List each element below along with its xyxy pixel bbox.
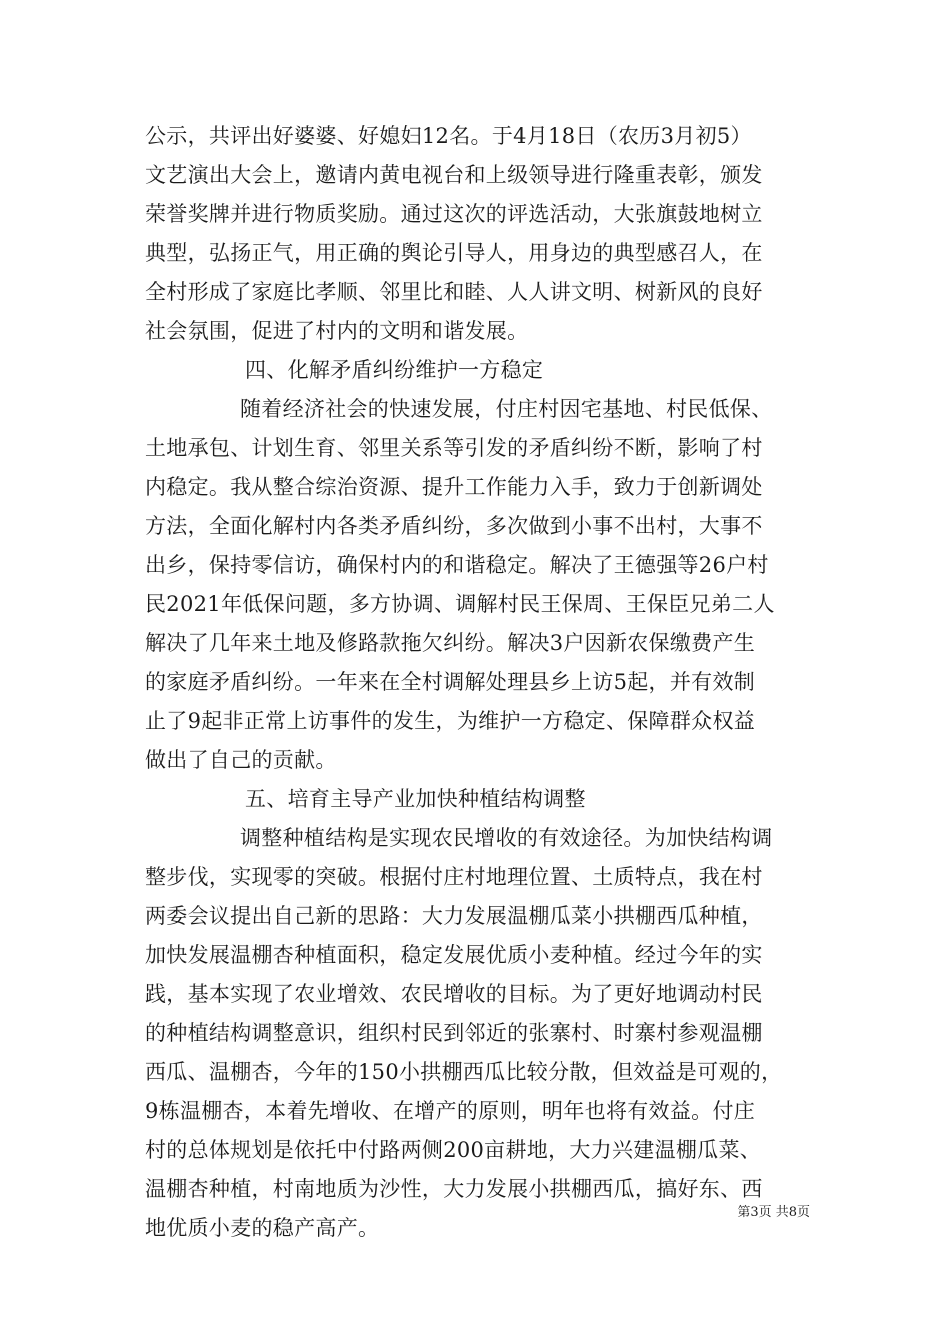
text-line: 止了9起非正常上访事件的发生，为维护一方稳定、保障群众权益 — [145, 709, 756, 733]
text-line: 9栋温棚杏，本着先增收、在增产的原则，明年也将有效益。付庄 — [145, 1099, 756, 1123]
text-line: 内稳定。我从整合综治资源、提升工作能力入手，致力于创新调处 — [145, 475, 763, 499]
text-line: 做出了自己的贡献。 — [145, 748, 337, 772]
text-line: 出乡，保持零信访，确保村内的和谐稳定。解决了王德强等26户村 — [145, 553, 769, 577]
text-line: 地优质小麦的稳产高产。 — [145, 1216, 380, 1240]
text-line: 方法，全面化解村内各类矛盾纠纷，多次做到小事不出村，大事不 — [145, 514, 763, 538]
text-line: 的家庭矛盾纠纷。一年来在全村调解处理县乡上访5起，并有效制 — [145, 670, 756, 694]
text-line: 的种植结构调整意识，组织村民到邻近的张寨村、时寨村参观温棚 — [145, 1021, 763, 1045]
page-number: 第3页 共8页 — [737, 1205, 810, 1220]
text-line: 民2021年低保问题，多方协调、调解村民王保周、王保臣兄弟二人 — [145, 592, 775, 616]
text-line: 践，基本实现了农业增效、农民增收的目标。为了更好地调动村民 — [145, 982, 763, 1006]
section-heading-4: 四、化解矛盾纠纷维护一方稳定 — [245, 358, 544, 382]
text-line: 公示，共评出好婆婆、好媳妇12名。于4月18日（农历3月初5） — [145, 124, 752, 148]
text-line: 荣誉奖牌并进行物质奖励。通过这次的评选活动，大张旗鼓地树立 — [145, 202, 763, 226]
text-line: 土地承包、计划生育、邻里关系等引发的矛盾纠纷不断，影响了村 — [145, 436, 763, 460]
text-line: 文艺演出大会上，邀请内黄电视台和上级领导进行隆重表彰，颁发 — [145, 163, 763, 187]
text-line: 温棚杏种植，村南地质为沙性，大力发展小拱棚西瓜，搞好东、西 — [145, 1177, 763, 1201]
text-line: 全村形成了家庭比孝顺、邻里比和睦、人人讲文明、树新风的良好 — [145, 280, 763, 304]
document-body — [145, 117, 810, 1248]
section-heading-5: 五、培育主导产业加快种植结构调整 — [245, 787, 586, 811]
text-line: 解决了几年来土地及修路款拖欠纠纷。解决3户因新农保缴费产生 — [145, 631, 756, 655]
text-line: 整步伐，实现零的突破。根据付庄村地理位置、土质特点，我在村 — [145, 865, 763, 889]
text-line: 加快发展温棚杏种植面积，稳定发展优质小麦种植。经过今年的实 — [145, 943, 763, 967]
text-line: 典型，弘扬正气，用正确的舆论引导人，用身边的典型感召人，在 — [145, 241, 763, 265]
text-line: 调整种植结构是实现农民增收的有效途径。为加快结构调 — [240, 826, 773, 850]
text-line: 社会氛围，促进了村内的文明和谐发展。 — [145, 319, 529, 343]
text-line: 西瓜、温棚杏，今年的150小拱棚西瓜比较分散，但效益是可观的， — [145, 1060, 783, 1084]
text-line: 两委会议提出自己新的思路：大力发展温棚瓜菜小拱棚西瓜种植， — [145, 904, 763, 928]
paragraph-2 — [145, 390, 810, 780]
paragraph-1 — [145, 117, 810, 351]
paragraph-3 — [145, 819, 810, 1248]
text-line: 村的总体规划是依托中付路两侧200亩耕地，大力兴建温棚瓜菜、 — [145, 1138, 762, 1162]
text-line: 随着经济社会的快速发展，付庄村因宅基地、村民低保、 — [240, 397, 773, 421]
